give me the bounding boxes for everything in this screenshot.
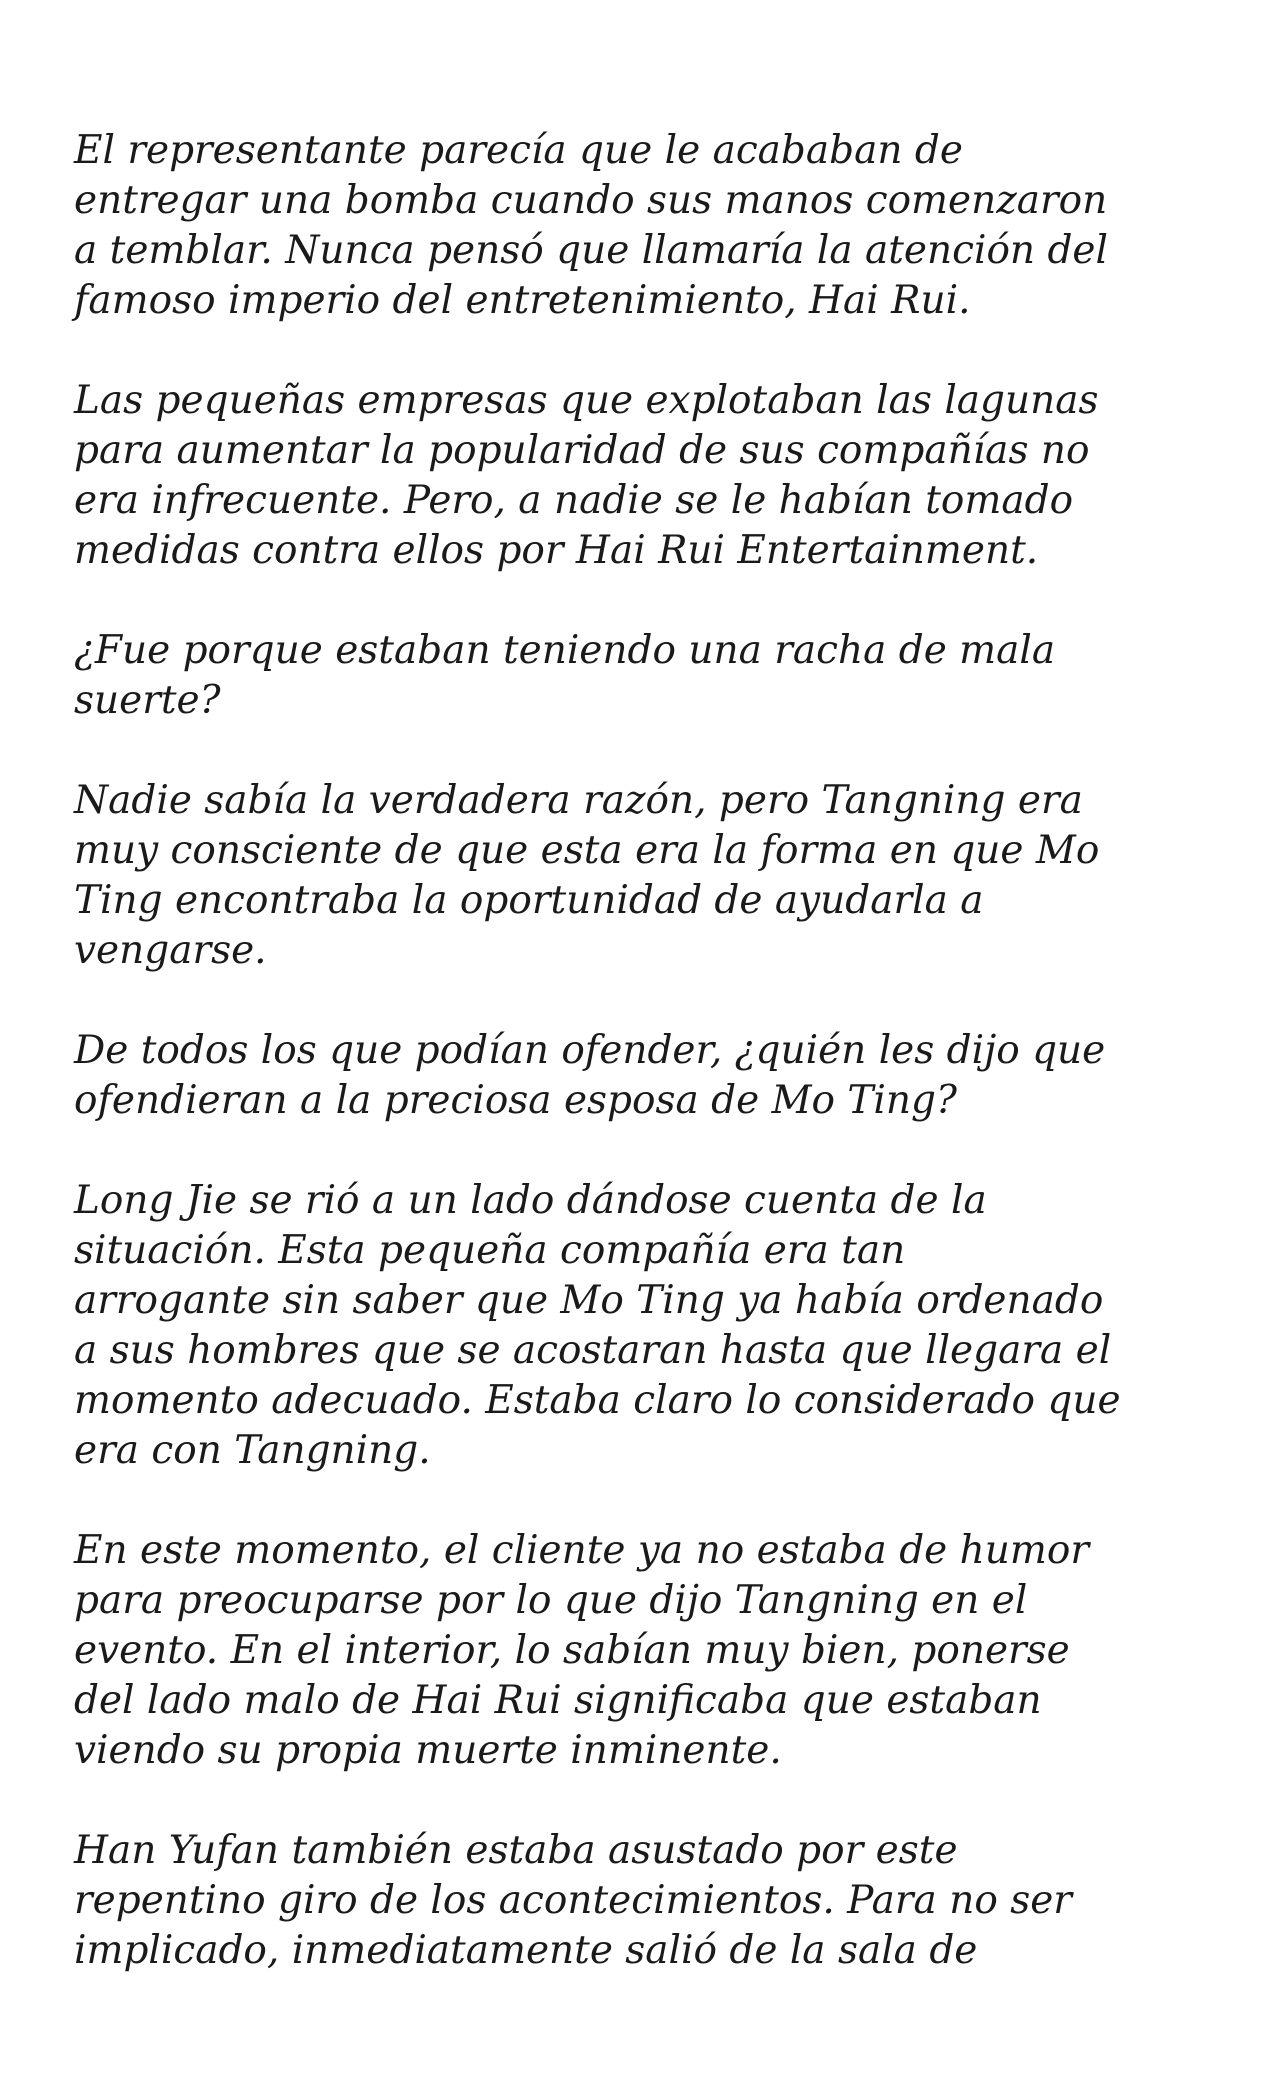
text-line: era con Tangning. [74, 1428, 431, 1473]
text-line: situación. Esta pequeña compañía era tan [74, 1228, 906, 1273]
text-body [74, 126, 1224, 2026]
paragraph-5 [74, 1026, 1224, 1126]
text-line: a sus hombres que se acostaran hasta que llegara el [74, 1328, 1112, 1373]
text-line: Nadie sabía la verdadera razón, pero Tangning era [74, 778, 1083, 823]
paragraph-3 [74, 626, 1224, 726]
text-line: Ting encontraba la oportunidad de ayudarla a [74, 878, 984, 923]
text-line: para preocuparse por lo que dijo Tangning en el [74, 1578, 1028, 1623]
text-line: medidas contra ellos por Hai Rui Entertainment. [74, 528, 1039, 573]
text-line: Long Jie se rió a un lado dándose cuenta de la [74, 1178, 987, 1223]
text-line: era infrecuente. Pero, a nadie se le habían tomado [74, 478, 1074, 523]
text-line: del lado malo de Hai Rui significaba que estaban [74, 1678, 1042, 1723]
text-line: a temblar. Nunca pensó que llamaría la atención del [74, 228, 1108, 273]
text-line: viendo su propia muerte inminente. [74, 1728, 782, 1773]
text-line: repentino giro de los acontecimientos. Para no ser [74, 1878, 1072, 1923]
text-line: Las pequeñas empresas que explotaban las lagunas [74, 378, 1099, 423]
paragraph-4 [74, 776, 1224, 976]
text-line: suerte? [74, 678, 221, 723]
text-line: entregar una bomba cuando sus manos comenzaron [74, 178, 1108, 223]
text-line: muy consciente de que esta era la forma en que Mo [74, 828, 1100, 873]
paragraph-6 [74, 1176, 1224, 1476]
text-line: para aumentar la popularidad de sus compañías no [74, 428, 1090, 473]
text-line: momento adecuado. Estaba claro lo considerado que [74, 1378, 1121, 1423]
text-line: implicado, inmediatamente salió de la sala de [74, 1928, 978, 1973]
text-line: De todos los que podían ofender, ¿quién les dijo que [74, 1028, 1106, 1073]
text-line: vengarse. [74, 928, 267, 973]
paragraph-2 [74, 376, 1224, 576]
text-line: En este momento, el cliente ya no estaba de humor [74, 1528, 1089, 1573]
text-line: arrogante sin saber que Mo Ting ya había ordenado [74, 1278, 1104, 1323]
text-line: evento. En el interior, lo sabían muy bien, ponerse [74, 1628, 1070, 1673]
text-line: ofendieran a la preciosa esposa de Mo Ting? [74, 1078, 957, 1123]
text-line: Han Yufan también estaba asustado por este [74, 1828, 958, 1873]
text-line: ¿Fue porque estaban teniendo una racha de mala [74, 628, 1056, 673]
text-line: El representante parecía que le acababan de [74, 128, 963, 173]
paragraph-8 [74, 1826, 1224, 1976]
paragraph-1 [74, 126, 1224, 326]
paragraph-7 [74, 1526, 1224, 1776]
text-line: famoso imperio del entretenimiento, Hai Rui. [74, 278, 971, 323]
